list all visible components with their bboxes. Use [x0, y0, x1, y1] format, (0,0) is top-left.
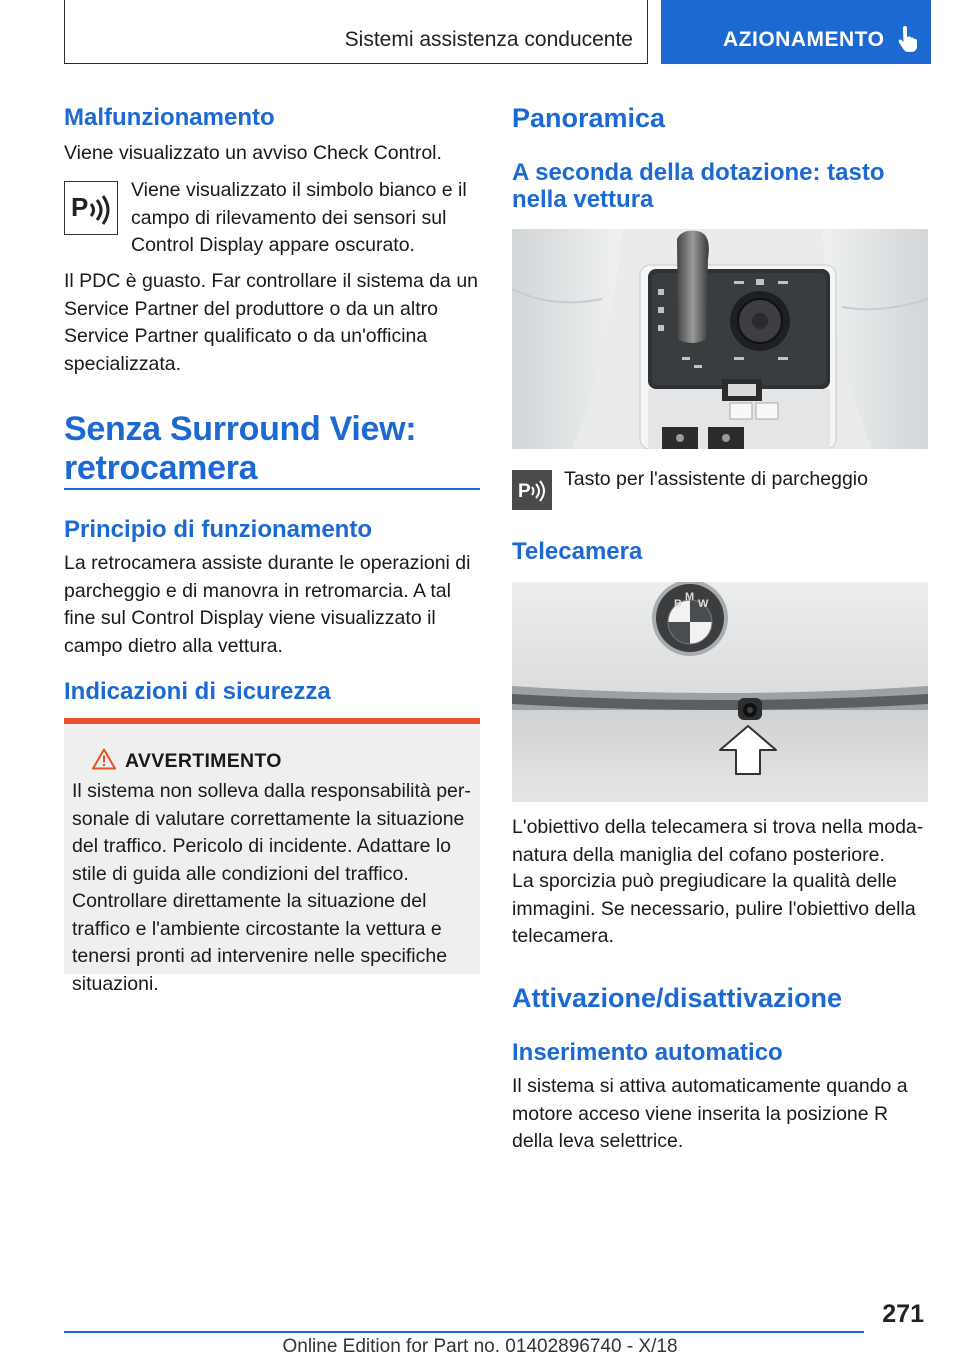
- equipment-heading: A seconda della dotazione: tasto nella vettura: [512, 159, 885, 213]
- malfunction-icon-text: Viene visualizzato il simbolo bianco e il campo di rilevamento dei sensori sul Control Display appare oscurato.: [131, 179, 467, 256]
- malfunction-intro: Viene visualizzato un avviso Check Control.: [64, 142, 442, 164]
- svg-text:B: B: [674, 598, 682, 610]
- header-chapter-label: AZIONAMENTO: [723, 28, 885, 51]
- camera-heading: Telecamera: [512, 538, 643, 565]
- rearcamera-heading: Senza Surround View: retrocamera: [64, 410, 417, 487]
- footer-edition: Online Edition for Part no. 01402896740 - X/18: [282, 1336, 678, 1357]
- svg-text:M: M: [685, 591, 695, 603]
- parking-assist-button-icon: [512, 470, 552, 510]
- auto-heading: Inserimento automatico: [512, 1039, 783, 1066]
- warning-label: AVVERTIMENTO: [125, 750, 282, 772]
- header-chapter-tab[interactable]: [661, 0, 931, 64]
- warning-triangle-icon: [92, 748, 116, 775]
- svg-text:W: W: [698, 598, 709, 610]
- warning-body: Il sistema non solleva dalla responsabilità personale di valutare correttamente la situazione del traffico. Pericolo di incidente. Adattare lo stile di guida alle condizioni del traffico. Controllare direttamente la situazione del traffico e l'ambiente circostante la vettura e tenersi pronti ad intervenire nelle specifiche situazioni.: [72, 780, 471, 995]
- heading-divider: [64, 488, 480, 490]
- dirt-text: La sporcizia può pregiudicare la qualità delle immagini. Se necessario, pulire l'obiettivo della telecamera.: [512, 870, 916, 947]
- lens-text: L'obiettivo della telecamera si trova nella modanatura della maniglia del cofano posteriore.: [512, 816, 924, 866]
- svg-text:P: P: [518, 481, 531, 502]
- malfunction-heading: Malfunzionamento: [64, 104, 275, 131]
- svg-text:P: P: [71, 192, 89, 222]
- footer-divider: [64, 1331, 864, 1333]
- activation-heading: Attivazione/disattivazione: [512, 983, 843, 1013]
- header-section-title: Sistemi assistenza conducente: [344, 28, 633, 51]
- button-caption: Tasto per l'assistente di parcheggio: [564, 468, 868, 490]
- page-number: 271: [882, 1300, 924, 1328]
- auto-body: Il sistema si attiva automaticamente quando a motore acceso viene inserita la posizione R della leva selettrice.: [512, 1075, 908, 1152]
- hand-pointer-icon: [897, 26, 919, 59]
- malfunction-body: Il PDC è guasto. Far controllare il sistema da un Service Partner del produttore o da un altro Service Partner qualificato o da un'officina specializzata.: [64, 270, 479, 375]
- pdc-parking-icon: [64, 181, 118, 235]
- principle-heading: Principio di funzionamento: [64, 516, 372, 543]
- console-photo: [512, 229, 928, 449]
- tailgate-camera-photo: [512, 582, 928, 802]
- warning-box: [64, 718, 480, 995]
- safety-heading: Indicazioni di sicurezza: [64, 678, 331, 705]
- overview-heading: Panoramica: [512, 103, 666, 133]
- header-section-box: [64, 0, 648, 64]
- principle-body: La retrocamera assiste durante le operazioni di parcheggio e di manovra in retromarcia. A tal fine sul Control Display viene visualizzato il campo dietro alla vettura.: [64, 552, 471, 657]
